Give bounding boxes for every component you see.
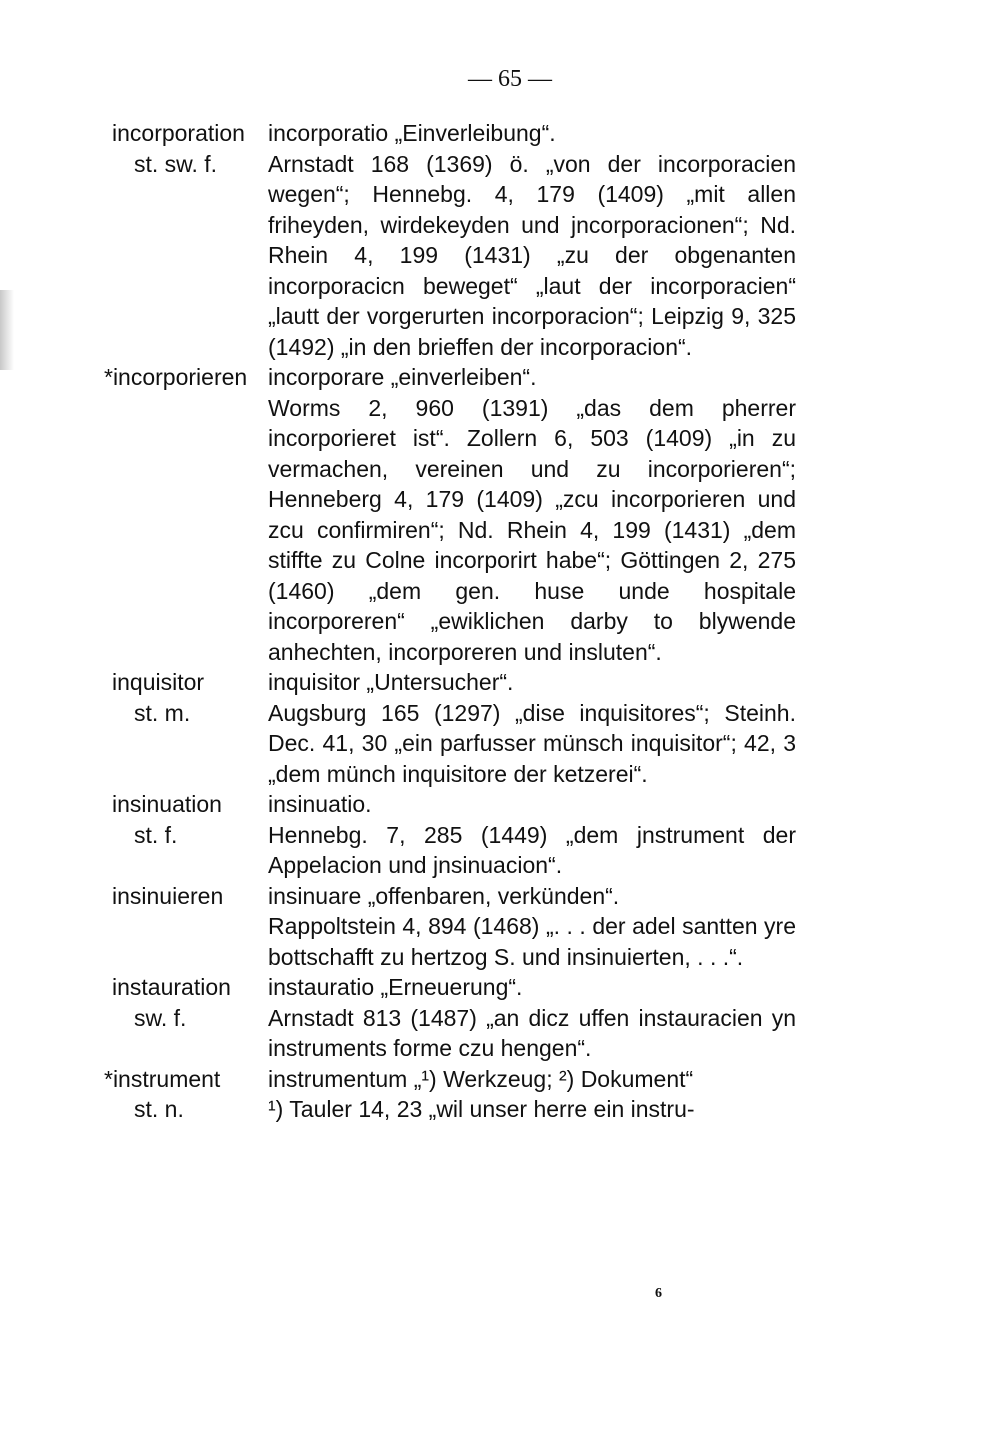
entry-headword-block [104,1064,259,1125]
dictionary-entries [0,118,1000,1125]
entry-grammar: st. sw. f. [134,150,218,177]
entry-definition: instrumentum „¹) Werkzeug; ²) Dokument“ [268,1065,694,1092]
entry-definition: insinuare „offenbaren, verkünden“. [268,882,620,909]
entry-headword: inquisitor [112,669,205,695]
entry-definition: incorporatio „Einverleibung“. [268,120,556,146]
entry-citations: Arnstadt 813 (1487) „an dicz uffen instauracien yn instruments forme czu hengen“. [268,1004,796,1061]
entry-headword-block [112,789,267,850]
entry-instauration [0,972,1000,1064]
entry-body [268,881,796,973]
entry-body [268,118,796,362]
entry-definition: inquisitor „Untersucher“. [268,669,514,695]
entry-headword: insinuieren [112,882,224,909]
entry-headword: instauration [112,974,231,1000]
entry-inquisitor [0,667,1000,789]
entry-body [268,667,796,789]
entry-citations: ¹) Tauler 14, 23 „wil unser herre ein instru- [268,1096,695,1122]
entry-citations: Worms 2, 960 (1391) „das dem pherrer incorporieret ist“. Zollern 6, 503 (1409) „in zu vermachen, vereinen und zu incorporieren“; Henneberg 4, 179 (1409) „zcu incorporieren und zcu confirmiren“; Nd. Rhein 4, 199 (1431) „dem stiffte zu Colne incorporirt habe“; Göttingen 2, 275 (1460) „dem gen. huse unde hospitale incorporeren“ „ewiklichen darby to blywende anhechten, incorporeren und insluten“. [268,394,796,665]
entry-headword: *instrument [104,1065,221,1092]
entry-headword-block [112,118,267,179]
entry-grammar: sw. f. [134,1004,187,1031]
entry-instrument [0,1064,1000,1125]
printer-signature-mark: 6 [655,1286,662,1301]
entry-definition: instauratio „Erneuerung“. [268,974,523,1000]
entry-headword: insinuation [112,791,222,817]
entry-citations: Arnstadt 168 (1369) ö. „von der incorporacien wegen“; Hennebg. 4, 179 (1409) „mit allen friheyden, wirdekeyden und jncorporacionen“; Nd. Rhein 4, 199 (1431) „zu der obgenanten incorporacicn beweget“ „laut der incorporacien“ „lautt der vorgerurten incorporacion“; Leipzig 9, 325 (1492) „in den brieffen der incorporacion“. [268,150,796,360]
entry-definition: incorporare „einverleiben“. [268,364,537,390]
entry-headword-block [112,972,267,1033]
entry-definition: insinuatio. [268,791,372,817]
entry-headword-block [112,881,267,912]
entry-insinuation [0,789,1000,881]
entry-headline [0,362,1000,393]
entry-insinuieren [0,881,1000,973]
entry-body [268,1064,796,1125]
entry-grammar: st. n. [134,1096,184,1122]
entry-headword: incorporation [112,120,245,146]
entry-incorporation [0,118,1000,362]
entry-citations: Rappoltstein 4, 894 (1468) „. . . der adel santten yre bottschafft zu hertzog S. und insinuierten, . . .“. [268,913,796,970]
entry-incorporieren [0,362,1000,667]
page-number: — 65 — [468,66,552,92]
entry-headword: *incorporieren [104,364,248,390]
entry-citations: Hennebg. 7, 285 (1449) „dem jnstrument der Appelacion und jnsinuacion“. [268,821,796,878]
entry-body [268,972,796,1064]
entry-citations: Augsburg 165 (1297) „dise inquisitores“; Steinh. Dec. 41, 30 „ein parfusser münsch inquisitor“; 42, 3 „dem münch inquisitore der ketzerei“. [268,699,796,787]
entry-body [268,789,796,881]
entry-grammar: st. m. [134,699,191,726]
entry-grammar: st. f. [134,821,178,848]
entry-headword-block [112,667,267,728]
entry-body [268,393,796,668]
